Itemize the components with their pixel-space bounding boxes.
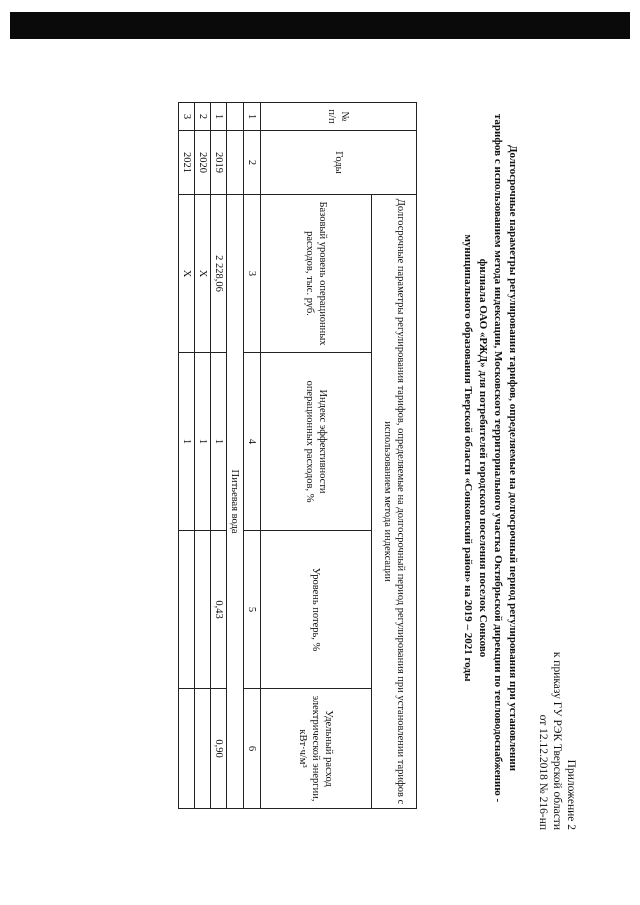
row-energy [179, 689, 195, 809]
title-line-2: тарифов с использованием метода индексации, Московского территориального участка Октябрьской дирекции по тепловодоснабжению - [492, 113, 504, 803]
row-efficiency: 1 [211, 353, 227, 531]
col-number: 1 [244, 103, 261, 131]
table-row [211, 103, 227, 809]
row-losses [179, 531, 195, 689]
header-losses: Уровень потерь, % [261, 531, 372, 689]
section-spacer [227, 131, 244, 195]
appendix-reference [536, 652, 578, 830]
col-number: 2 [244, 131, 261, 195]
row-year: 2021 [179, 131, 195, 195]
table-row [179, 103, 195, 809]
row-efficiency: 1 [179, 353, 195, 531]
scan-border-bar [10, 12, 630, 39]
row-num: 3 [179, 103, 195, 131]
parameters-table [178, 102, 417, 809]
row-base: X [179, 195, 195, 353]
row-energy [195, 689, 211, 809]
table-row [195, 103, 211, 809]
row-base: 2 228,06 [211, 195, 227, 353]
col-number: 6 [244, 689, 261, 809]
row-energy: 0,90 [211, 689, 227, 809]
row-year: 2020 [195, 131, 211, 195]
title-line-3: филиала ОАО «РЖД» для потребителей городского поселения поселок Сонково [477, 258, 489, 658]
document-title [460, 98, 520, 818]
header-num: № п/п [261, 103, 417, 131]
header-base-level: Базовый уровень операционных расходов, тыс. руб. [261, 195, 372, 353]
row-num: 1 [211, 103, 227, 131]
row-efficiency: 1 [195, 353, 211, 531]
section-spacer [227, 103, 244, 131]
col-number: 4 [244, 353, 261, 531]
header-years: Годы [261, 131, 417, 195]
title-line-4: муниципального образования Тверской области «Сонковский район» на 2019 – 2021 годы [462, 234, 474, 682]
title-line-1: Долгосрочные параметры регулирования тарифов, определяемые на долгосрочный период регулирования при установлении [507, 144, 519, 772]
appendix-order: к приказу ГУ РЭК Тверской области [551, 651, 563, 830]
section-title: Питьевая вода [227, 195, 244, 809]
row-base: X [195, 195, 211, 353]
row-losses [195, 531, 211, 689]
row-losses: 0,43 [211, 531, 227, 689]
col-number: 3 [244, 195, 261, 353]
col-number: 5 [244, 531, 261, 689]
appendix-number: Приложение 2 [565, 759, 577, 830]
header-efficiency: Индекс эффективности операционных расходов, % [261, 353, 372, 531]
row-year: 2019 [211, 131, 227, 195]
rotated-document-page [40, 58, 600, 858]
row-num: 2 [195, 103, 211, 131]
header-energy: Удельный расход электрической энергии, кВт·ч/м³ [261, 689, 372, 809]
header-group: Долгосрочные параметры регулирования тарифов, определяемые на долгосрочный период регулирования при установлении тарифов с использованием метода индексации [372, 195, 417, 809]
appendix-date: от 12.12.2018 № 216-нп [537, 714, 549, 830]
